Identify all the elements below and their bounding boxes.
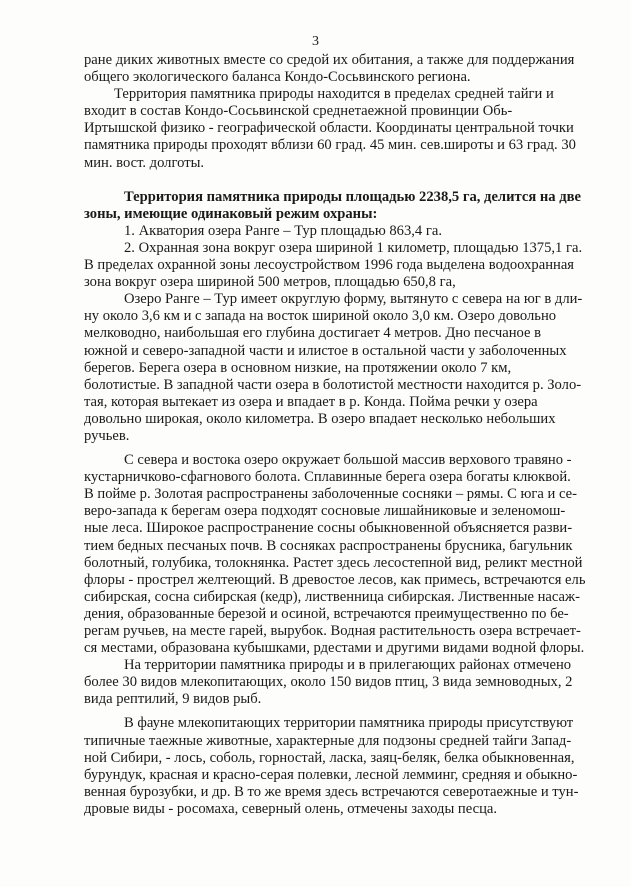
text-line: дения, образованные березой и осиной, встречаются преимущественно по бе- — [84, 605, 569, 622]
text-line: зона вокруг озера шириной 500 метров, площадью 650,8 га, — [84, 274, 456, 291]
text-line: типичные таежные животные, характерные для подзоны средней тайги Запад- — [84, 732, 572, 749]
text-line: входит в состав Кондо-Сосьвинской среднетаежной провинции Обь- — [84, 103, 513, 120]
text-line: ные леса. Широкое распространение сосны обыкновенной объясняется разви- — [84, 520, 573, 537]
text-line: бурундук, красная и красно-серая полевки, лесной лемминг, средняя и обыкно- — [84, 766, 578, 783]
text-line: кустарничково-сфагнового болота. Сплавинные берега озера богаты клюквой. — [84, 469, 571, 486]
text-line: Озеро Ранге – Тур имеет округлую форму, вытянуто с севера на юг в дли- — [124, 291, 583, 308]
text-line: флоры - прострел желтеющий. В древостое лесов, как примесь, встречаются ель — [84, 571, 586, 588]
text-line: мелководно, наибольшая его глубина достигает 4 метров. Дно песчаное в — [84, 325, 542, 342]
text-line: болотный, голубика, толокнянка. Растет здесь лесостепной вид, реликт местной — [84, 554, 583, 571]
text-line: С севера и востока озеро окружает большой массив верхового травяно - — [124, 452, 572, 469]
text-line: ну около 3,6 км и с запада на восток шириной около 3,0 км. Озеро довольно — [84, 308, 557, 325]
line-gap — [84, 172, 624, 189]
text-line: берегов. Берега озера в основном низкие, на протяжении около 7 км, — [84, 359, 512, 376]
text-line: сибирская, сосна сибирская (кедр), лиственница сибирская. Лиственные насаж- — [84, 588, 580, 605]
text-line: Территория памятника природы находится в пределах средней тайги и — [114, 86, 554, 103]
text-line: 2. Охранная зона вокруг озера шириной 1 километр, площадью 1375,1 га. — [124, 239, 583, 256]
document-body — [84, 52, 624, 818]
page-number: 3 — [312, 34, 319, 49]
text-line: более 30 видов млекопитающих, около 150 видов птиц, 3 вида земноводных, 2 — [84, 674, 573, 691]
text-line: ся местами, образована кубышками, рдестами и другими видами водной флоры. — [84, 640, 585, 657]
text-line: Территория памятника природы площадью 2238,5 га, делится на две — [124, 188, 581, 205]
text-line: В пределах охранной зоны лесоустройством 1996 года выделена водоохранная — [84, 257, 575, 274]
text-line: ране диких животных вместе со средой их обитания, а также для поддержания — [84, 52, 575, 68]
text-line: болотистые. В западной части озера в болотистой местности находится р. Золо- — [84, 376, 582, 393]
text-line: регам ручьев, на месте гарей, вырубок. Водная растительность озера встречает- — [84, 623, 581, 639]
text-line: южной и северо-западной части и илистое в остальной части у заболоченных — [84, 342, 567, 359]
line-gap — [84, 708, 624, 715]
text-line: венная бурозубки, и др. В то же время здесь встречаются северотаежные и тун- — [84, 783, 579, 800]
text-line: общего экологического баланса Кондо-Сосьвинского региона. — [84, 69, 471, 86]
text-line: мин. вост. долготы. — [84, 154, 205, 171]
text-line: 1. Акватория озера Ранге – Тур площадью 863,4 га. — [124, 222, 442, 239]
text-line: памятника природы проходят вблизи 60 град. 45 мин. сев.широты и 63 град. 30 — [84, 137, 576, 154]
text-line: В фауне млекопитающих территории памятника природы присутствуют — [124, 715, 574, 732]
text-line: ручьев. — [84, 427, 130, 444]
text-line: тием бедных песчаных почв. В сосняках распространены брусника, багульник — [84, 537, 573, 554]
text-line: веро-запада к берегам озера подходят сосновые лишайниковые и зеленомош- — [84, 503, 566, 520]
line-gap — [84, 445, 624, 452]
text-line: вида рептилий, 9 видов рыб. — [84, 691, 262, 708]
text-line: довольно широкая, около километра. В озеро впадает несколько небольших — [84, 410, 556, 427]
text-line: На территории памятника природы и в прилегающих районах отмечено — [124, 657, 572, 674]
text-line: тая, которая вытекает из озера и впадает в р. Конда. Пойма речки у озера — [84, 393, 538, 410]
text-line: Иртышской физико - географической области. Координаты центральной точки — [84, 120, 574, 137]
text-line: зоны, имеющие одинаковый режим охраны: — [84, 205, 378, 222]
text-line: ной Сибири, - лось, соболь, горностай, ласка, заяц-беляк, белка обыкновенная, — [84, 749, 575, 766]
text-line: дровые виды - росомаха, северный олень, отмечены заходы песца. — [84, 800, 497, 817]
text-line: В пойме р. Золотая распространены заболоченные сосняки – рямы. С юга и се- — [84, 486, 577, 503]
